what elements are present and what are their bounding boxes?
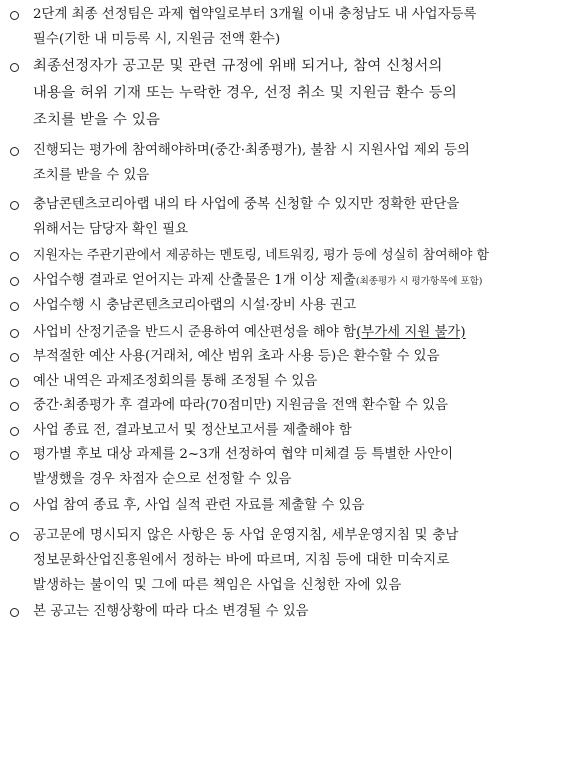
circle-bullet-icon [10,201,19,210]
notice-note-text: (최종평가 시 평가항목에 포함) [355,275,483,287]
notice-item [0,494,568,519]
circle-bullet-icon [10,329,19,338]
notice-item [0,370,568,395]
notice-item [0,523,568,598]
circle-bullet-icon [10,11,19,20]
circle-bullet-icon [10,532,19,541]
notice-item [0,419,568,444]
notice-text: 예산 내역은 과제조정회의를 통해 조정될 수 있음 [33,373,318,389]
notice-main-text: 사업비 산정기준을 반드시 준용하여 예산편성을 해야 함 [33,324,357,340]
notice-text: 본 공고는 진행상황에 따라 다소 변경될 수 있음 [33,603,309,619]
circle-bullet-icon [10,277,19,286]
notice-item [0,321,568,346]
notice-list [0,3,568,624]
notice-text: 중간·최종평가 후 결과에 따라(70점미만) 지원금을 전액 환수할 수 있음 [33,398,449,413]
notice-item [0,138,568,188]
notice-text: 공고문에 명시되지 않은 사항은 동 사업 운영지침, 세부운영지침 및 충남 정보문화산업진흥원에서 정하는 바에 따르며, 지침 등에 대한 미숙지로 발생하는 불이익 및 그에 따른 책임은 사업을 신청한 자에 있음 [33,527,459,593]
circle-bullet-icon [10,252,19,261]
notice-text: 부적절한 예산 사용(거래처, 예산 범위 초과 사용 등)은 환수할 수 있음 [33,349,440,364]
notice-text: 사업수행 시 충남콘텐츠코리아랩의 시설·장비 사용 권고 [33,298,357,313]
circle-bullet-icon [10,608,19,617]
notice-item [0,345,568,370]
notice-text [33,269,558,295]
notice-text: 충남콘텐츠코리아랩 내의 타 사업에 중복 신청할 수 있지만 정확한 판단을 위해서는 담당자 확인 필요 [33,197,460,237]
notice-main-text: 사업수행 결과로 얻어지는 과제 산출물은 1개 이상 제출 [33,272,356,288]
notice-text: 지원자는 주관기관에서 제공하는 멘토링, 네트워킹, 평가 등에 성실히 참여해야 함 [33,248,489,263]
notice-text: 진행되는 평가에 참여해야하며(중간·최종평가), 불참 시 지원사업 제외 등의 조치를 받을 수 있음 [33,143,470,183]
notice-text: 2단계 최종 선정팀은 과제 협약일로부터 3개월 이내 충청남도 내 사업자등록 필수(기한 내 미등록 시, 지원금 전액 환수) [33,7,477,47]
circle-bullet-icon [10,502,19,511]
notice-item [0,600,568,625]
notice-underlined-text: (부가세 지원 불가) [356,324,466,340]
notice-item [0,443,568,492]
notice-text: 사업 참여 종료 후, 사업 실적 관련 자료를 제출할 수 있음 [33,498,365,513]
notice-item [0,192,568,242]
notice-item [0,244,568,269]
notice-text: 평가별 후보 대상 과제를 2~3개 선정하여 협약 미체결 등 특별한 사안이 발생했을 경우 차점자 순으로 선정할 수 있음 [33,447,454,487]
circle-bullet-icon [10,353,19,362]
circle-bullet-icon [10,63,19,72]
notice-item [0,3,568,52]
notice-item [0,53,568,134]
circle-bullet-icon [10,147,19,156]
notice-item [0,294,568,319]
notice-item [0,269,568,295]
notice-text: 사업 종료 전, 결과보고서 및 정산보고서를 제출해야 함 [33,422,352,438]
circle-bullet-icon [10,378,19,387]
notice-text [33,321,558,346]
circle-bullet-icon [10,402,19,411]
circle-bullet-icon [10,427,19,436]
circle-bullet-icon [10,302,19,311]
circle-bullet-icon [10,451,19,460]
notice-text: 최종선정자가 공고문 및 관련 규정에 위배 되거나, 참여 신청서의 내용을 허위 기재 또는 누락한 경우, 선정 취소 및 지원금 환수 등의 조치를 받을 수 있음 [33,58,457,128]
notice-item [0,394,568,419]
